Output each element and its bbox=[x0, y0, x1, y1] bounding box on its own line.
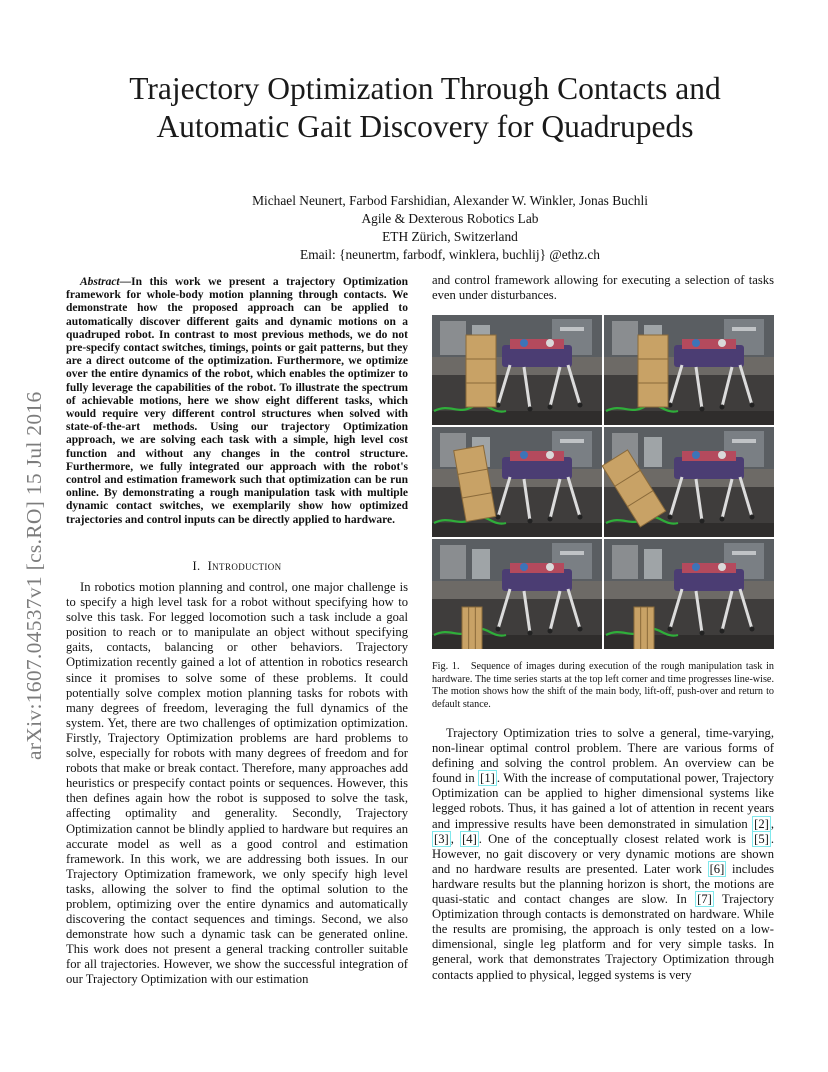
title-line-2: Automatic Gait Discovery for Quadrupeds bbox=[156, 109, 694, 144]
abstract-text: —In this work we present a trajectory Optimization framework for whole-body motion planning through contacts. We demonstrate how the proposed approach can be applied to automatically discover different gaits and dynamic motions on a quadruped robot. In contrast to most previous methods, we do not pre-specify contact switches, timings, points or gait patterns, but they are a direct outcome of the optimization. Furthermore, we optimize over the entire dynamics of the robot, which enables the optimizer to fully leverage the capabilities of the robot. To illustrate the spectrum of achievable motions, here we show eight different tasks, which would require very different control structures when solved with state-of-the-art methods. Using our trajectory Optimization approach, we are solving each task with a simple, high level cost function and without any changes in the control structure. Furthermore, we fully integrated our approach with the robot's control and estimation framework such that optimization can be run online. By demonstrating a rough manipulation task with multiple dynamic contact switches, we exemplarily show how optimized trajectories and control inputs can be directly applied to hardware. bbox=[66, 276, 408, 526]
introduction-paragraph: In robotics motion planning and control, one major challenge is to specify a high level task for a robot without specifying how to solve this task. For legged locomotion such a task include a goal position to reach or to manipulate an object without specifying gaits, contacts, balancing or other behaviors. Trajectory Optimization recently gained a lot of attention in robotics research since it promises to solve some of these problems. It could potentially solve complex motion planning tasks for robots with many degrees of freedom, leveraging the full dynamics of the system. Yet, there are two challenges of optimization optimization. Firstly, Trajectory Optimization problems are hard problems to solve, especially for robots with many degrees of freedom and for robots that make or break contact. Therefore, many approaches add heuristics or prespecify contact points or sequences. However, this then defines again how the robot is supposed to solve the task, affecting optimality and generality. Secondly, Trajectory Optimization cannot be blindly applied to hardware but requires an accurate model as well as a good control and estimation framework. In this work, we are addressing both issues. In our Trajectory Optimization framework, we only specify high level tasks, allowing the solver to find the optimal solution to the problem, optimizing over the entire dynamics and automatically discovering the contact sequences and timings. Second, we also demonstrate how such a dynamic task can be generated online. This work does not present a general tracking controller suitable for all trajectories. However, we show the successful integration of our Trajectory Optimization with our estimation bbox=[66, 580, 408, 987]
text-run: . However, no gait discovery or very dynamic motions are shown and no hardware results are presented. Later work bbox=[432, 831, 775, 876]
figure-1-caption bbox=[432, 661, 774, 711]
citation-link-3[interactable]: [3] bbox=[434, 831, 449, 846]
text-run: , bbox=[450, 831, 461, 846]
arxiv-identifier: arXiv:1607.04537v1 [cs.RO] 15 Jul 2016 bbox=[22, 391, 46, 760]
abstract-label: Abstract bbox=[80, 276, 120, 288]
text-run: , bbox=[770, 816, 774, 831]
text-run: . With the increase of computational power, Trajectory Optimization can be applied to higher dimensional systems like legged robots. Thus, it has gained a lot of attention in recent years and impressive results have been demonstrated in simulation bbox=[432, 771, 774, 831]
citation-link-7[interactable]: [7] bbox=[697, 892, 712, 907]
abstract bbox=[66, 276, 408, 527]
section-heading-introduction bbox=[66, 559, 408, 574]
citation-link-5[interactable]: [5] bbox=[754, 831, 769, 846]
figure-frame bbox=[432, 539, 602, 649]
figure-frame bbox=[604, 539, 774, 649]
figure-caption-text: Sequence of images during execution of the rough manipulation task in hardware. The time series starts at the top left corner and time progresses line-wise. The motion shows how the shift of the main body, lift-off, push-over and return to default stance. bbox=[432, 661, 775, 710]
title-line-1: Trajectory Optimization Through Contacts and bbox=[129, 71, 721, 106]
introduction-column bbox=[66, 580, 408, 988]
figure-frame bbox=[604, 315, 774, 425]
section-title: Introduction bbox=[207, 559, 282, 573]
citation-link-1[interactable]: [1] bbox=[480, 771, 495, 786]
affiliation-institution: ETH Zürich, Switzerland bbox=[382, 229, 518, 244]
text-run: Trajectory Optimization tries to solve a general, time-varying, non-linear optimal control problem. There are various forms of defining and solving the control problem. An overview can be found in bbox=[432, 726, 774, 786]
author-email: Email: {neunertm, farbodf, winklera, buchlij} @ethz.ch bbox=[300, 247, 600, 262]
text-run: includes hardware results but the planning horizon is short, the motions are quasi-static and contact changes are slow. In bbox=[432, 861, 774, 907]
text-run: Trajectory Optimization through contacts is demonstrated on hardware. While the results are promising, the approach is only tested on a low-dimensional, single leg platform and for very simple tasks. In general, work that demonstrates Trajectory Optimization through contacts applied to physical, legged systems is very bbox=[432, 892, 775, 982]
citation-link-6[interactable]: [6] bbox=[709, 861, 725, 876]
right-column-continuation bbox=[432, 273, 774, 303]
author-block bbox=[60, 192, 828, 264]
continuation-paragraph: and control framework allowing for executing a selection of tasks even under disturbances. bbox=[432, 273, 774, 303]
paper-title bbox=[60, 70, 790, 146]
figure-caption-label: Fig. 1. bbox=[432, 661, 460, 672]
figure-frame bbox=[432, 427, 602, 537]
author-names: Michael Neunert, Farbod Farshidian, Alexander W. Winkler, Jonas Buchli bbox=[252, 193, 648, 208]
related-work-paragraph bbox=[432, 726, 774, 983]
figure-1-image-grid bbox=[432, 315, 774, 649]
figure-frame bbox=[432, 315, 602, 425]
figure-1-frames bbox=[432, 315, 774, 649]
related-work-column bbox=[432, 726, 774, 983]
figure-frame bbox=[602, 427, 774, 537]
section-number: I. bbox=[192, 559, 201, 573]
affiliation-lab: Agile & Dexterous Robotics Lab bbox=[361, 211, 539, 226]
citation-link-4[interactable]: [4] bbox=[462, 831, 477, 846]
text-run: . One of the conceptually closest related work is bbox=[478, 831, 753, 846]
citation-link-2[interactable]: [2] bbox=[754, 816, 769, 831]
